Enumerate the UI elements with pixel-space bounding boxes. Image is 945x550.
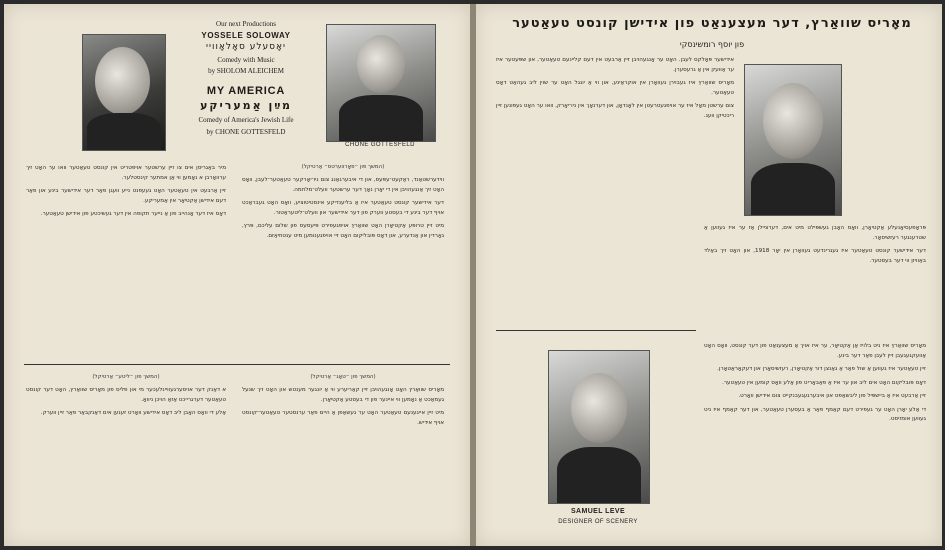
show2-yiddish-title: מײַן אַמעריקע xyxy=(200,99,292,112)
column-source-note: (המשך פון ״טאָג״ אַרטיקל) xyxy=(310,374,376,380)
show1-genre: Comedy with Music xyxy=(217,56,275,64)
article-column-2: מיר באַגריסן אים צו זיין ערשטער אויפטריט אין קונסט טעאַטער וואו ער האָט זיך ערוואָרבן א נאָמען ווי אַן אמתער קינסטלער. זיין אַרבעט אין טעאַטער האָט געעפנט נייע וועגן פאַר דער אידישער בינע און פאַר דעם אידישן אַקטיאָר אין אַמעריקע. דאָס איז דער אָנהייב פון אַ נייער תקופה אין דער געשיכטע פון אידישן טעאַטער. xyxy=(26,165,226,217)
portrait-photo-left xyxy=(82,34,166,151)
article-column-top-left: אידישער פּאָלקס לעבן. האָט ער אָנגעהויבן זיין אַרבעט אין דעם קליינעם טעאַטער, און שפּעטער איז ער אַוועק אין אַ גרעסערן. מאָריס שוואַרץ איז געבוירן געוואָרן אין אוקראַינע, און ווי אַ יונגל האָט ער שוין ליב געהאַט דאָס טעאַטער. צום ערשטן מאָל איז ער אויפגעטרעטן אין לאָנדאָן, און דערנאָך אין ניו־יאָרק, וואו ער האָט געפונען זיין ריכטיקן וועג. xyxy=(496,57,734,119)
show2-author: by CHONE GOTTESFELD xyxy=(206,128,286,136)
productions-block xyxy=(176,20,316,136)
show1-author: by SHOLOM ALEICHEM xyxy=(208,67,284,75)
photo-caption-leve-role: DESIGNER OF SCENERY xyxy=(558,519,638,525)
column-source-note: (המשך פון ״פאָרווערטס״ אַרטיקל) xyxy=(301,164,385,170)
left-page xyxy=(4,4,470,546)
article-column-1: ווידערשטאַנד, ראַקעט־עפּעס, און די איבערגאַנג צום ניו־יאָרקער טעאַטער־לעבן, וואָס האָט זיך אַנגעהויבן אין די יאָרן נאָך דער ערשטער וועלט־מלחמה. דער אידישער קונסט טעאַטער איז אַ בליענדיקע אינסטיטוציע, וואָס האָט געבראַכט אויף דער בינע די בעסטע ווערק פון דער אידישער און וועלט־ליטעראַטור. מיט זיין טרופּע אַקטיאָרן האָט שוואַרץ אויפגעפירט פּיעסעס פון שלום עליכם, פּרץ, גאָרדין און אַנדערע, און דאָס פּובליקום האָט זיי אויפגענומען מיט ענטוזיאַזם. xyxy=(242,177,444,239)
photo-caption-leve-name: SAMUEL LEVE xyxy=(570,508,626,515)
productions-heading: Our next Productions xyxy=(216,20,276,28)
show1-yiddish-title: יאָסעלע סאָלאָוויי xyxy=(205,42,287,52)
article-title: מאָריס שוואַרץ, דער מעצענאַט פון אידישן קונסט טעאַטער xyxy=(512,16,912,31)
portrait-photo-leve xyxy=(548,350,650,504)
show2-title: MY AMERICA xyxy=(206,85,286,97)
show1-title: YOSSELE SOLOWAY xyxy=(201,31,291,40)
show2-genre: Comedy of America's Jewish Life xyxy=(198,116,294,124)
column-source-note: (המשך פון ״ליטע״ אַרטיקל) xyxy=(92,374,160,380)
article-column-bottom-right: מאָריס שוואַרץ איז ניט בלויז אַן אַקטיאָר, ער איז אויך אַ מעצענאַט פון דער קונסט, וואָס האָט אַוועקגעגעבן זיין לעבן פאַר דער בינע. זיין טעאַטער איז געווען אַ שול פאַר אַ גאַנצן דור אַקטיאָרן, רעזשיסאָרן און דעקאָראַטאָרן. דאָס פּובליקום האָט אים ליב און ער איז אַ פאַבאָריט פון אַלע וואָס קומען אין טעאַטער. זיין אַרבעט איז אַ ביישפּיל פון ליבשאַפט און איבערגעגעבנקייט צום אידישן וואָרט. די אַלע יאָרן האָט ער געפירט דעם קאַמף פאַר אַ בעסערן טעאַטער, און דער קאַמף איז ניט געווען אומזיסט. xyxy=(704,343,926,422)
article-column-3: מאָריס שוואַרץ האָט אָנגעהויבן זיין קאַריערע ווי אַ יונגער מענטש און האָט זיך שנעל געמאַכט אַ נאָמען ווי איינער פון די בעסטע אַקטיאָרן. מיט זיין אייגענעם טעאַטער האָט ער געשאַפן אַ היים פאַר ערנסטער טעאַטער־קונסט אויף אידיש. xyxy=(242,387,444,426)
photo-caption-gottesfeld: CHONE GOTTESFELD xyxy=(345,142,415,148)
article-column-top-right: פּראָפעסיאָנעלע אַקטיאָרן, וואָס האָבן געשפּילט מיט אים, דערציילן אַז ער איז געווען אַ שטרענגער רעזשיסאָר. דער אידישער קונסט טעאַטער איז געגרינדעט געוואָרן אין יאָר 1918, און האָט זיך באַלד באַוויזן ווי דער בעסטער. xyxy=(704,225,926,264)
portrait-photo-gottesfeld xyxy=(326,24,436,142)
magazine-spread xyxy=(4,4,942,546)
section-divider xyxy=(24,364,450,365)
article-column-4: א דאַנק דער אויסערגעוויינלעכער מי און פליס פון מאָריס שוואַרץ, האָט דער קונסט טעאַטער דערגרייכט אַזאַ הויכן ניוואָ. אַלע די וואָס האָבן ליב דאָס אידישע וואָרט זענען אים דאַנקבאַר פאַר זיין ווערק. xyxy=(26,387,226,416)
section-divider xyxy=(496,330,696,331)
portrait-photo-schwartz xyxy=(744,64,842,216)
article-author: פון יוסף רומשינסקי xyxy=(679,40,745,49)
right-page xyxy=(476,4,942,546)
